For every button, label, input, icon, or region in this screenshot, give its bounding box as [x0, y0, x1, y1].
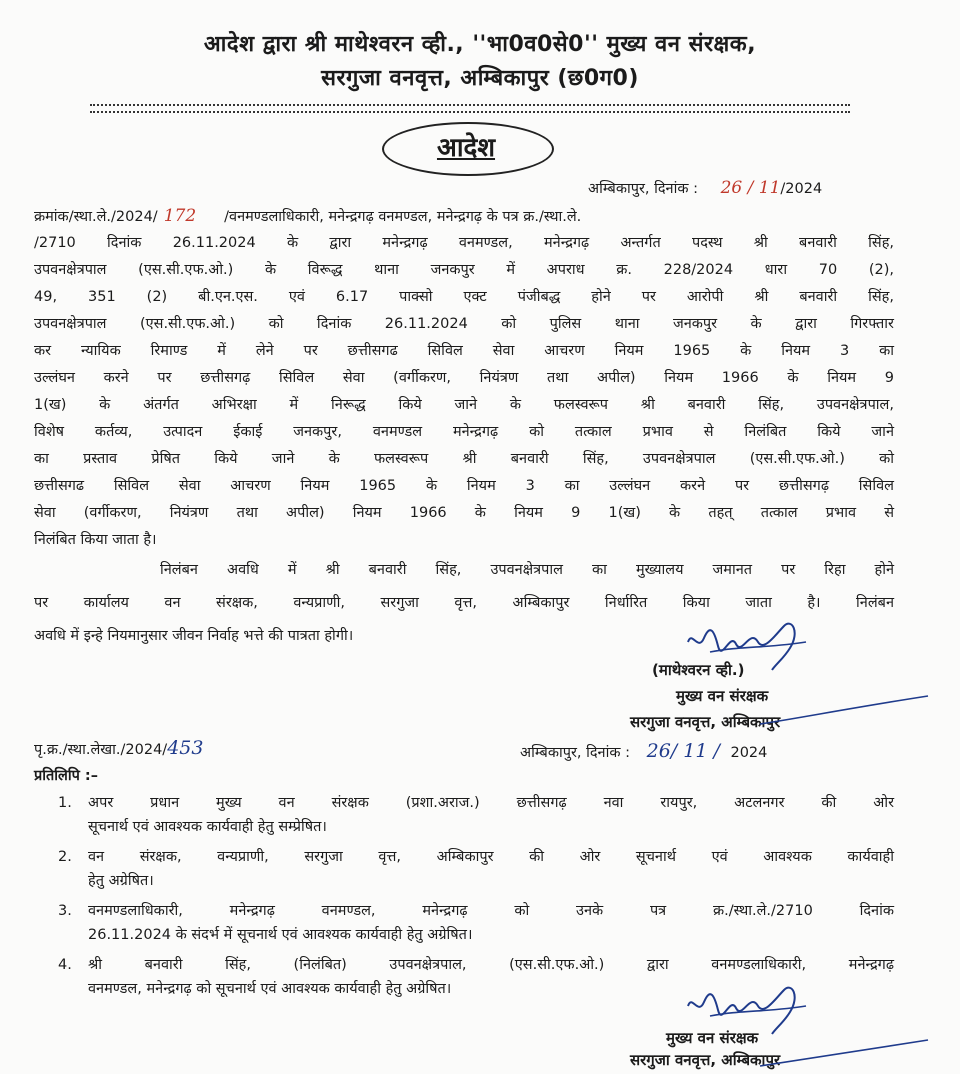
list-item-number: 1. — [58, 795, 72, 811]
document-title: आदेश — [436, 133, 496, 163]
order-body-line: उपवनक्षेत्रपाल (एस.सी.एफ.ओ.) को दिनांक 26.11.2024 को पुलिस थाना जनकपुर के द्वारा गिरफ्तार — [34, 316, 894, 332]
copy-signatory-office: सरगुजा वनवृत्त, अम्बिकापुर — [630, 1051, 781, 1069]
copy-signatory-title: मुख्य वन संरक्षक — [666, 1029, 759, 1047]
order-body-line: कर न्यायिक रिमाण्ड में लेने पर छत्तीसगढ सिविल सेवा आचरण नियम 1965 के नियम 3 का — [34, 343, 894, 359]
list-item-line: वनमण्डलाधिकारी, मनेन्द्रगढ़ वनमण्डल, मनेन्द्रगढ़ को उनके पत्र क्र./स्था.ले./2710 दिनांक — [88, 903, 894, 919]
signatory-office: सरगुजा वनवृत्त, अम्बिकापुर — [630, 713, 781, 731]
signatory-name: (माथेश्वरन व्ही.) — [652, 661, 745, 679]
header-line-1: आदेश द्वारा श्री माथेश्वरन व्ही., ''भा0व0से0'' मुख्य वन संरक्षक, — [203, 32, 757, 57]
list-item-line: वन संरक्षक, वन्यप्राणी, सरगुजा वृत्त, अम्बिकापुर की ओर सूचनार्थ एवं आवश्यक कार्यवाही — [88, 849, 894, 865]
copy-date-handwritten: 26/ 11 / — [646, 740, 720, 762]
list-item-line: हेतु अग्रेषित। — [88, 873, 154, 889]
copy-date-line — [520, 740, 767, 762]
order-date-handwritten: 26 / 11 — [720, 178, 781, 198]
order-body-line: 49, 351 (2) बी.एन.एस. एवं 6.17 पाक्सो एक्ट पंजीबद्ध होने पर आरोपी श्री बनवारी सिंह, — [34, 289, 894, 305]
copy-place-date-label: अम्बिकापुर, दिनांक : — [520, 745, 630, 761]
copy-heading: प्रतिलिपि :– — [34, 768, 98, 784]
header-line-2: सरगुजा वनवृत्त, अम्बिकापुर (छ0ग0) — [321, 66, 639, 91]
para2-line: निलंबन अवधि में श्री बनवारी सिंह, उपवनक्षेत्रपाल का मुख्यालय जमानत पर रिहा होने — [160, 562, 894, 578]
list-item-line: श्री बनवारी सिंह, (निलंबित) उपवनक्षेत्रपाल, (एस.सी.एफ.ओ.) द्वारा वनमण्डलाधिकारी, मनेन्द्रगढ़ — [88, 957, 894, 973]
list-item — [58, 792, 894, 840]
order-body-line: का प्रस्ताव प्रेषित किये जाने के फलस्वरूप श्री बनवारी सिंह, उपवनक्षेत्रपाल (एस.सी.एफ.ओ.) को — [34, 451, 894, 467]
order-body-line: उल्लंघन करने पर छत्तीसगढ़ सिविल सेवा (वर्गीकरण, नियंत्रण तथा अपील) नियम 1966 के नियम 9 — [34, 370, 894, 386]
signatory-title: मुख्य वन संरक्षक — [676, 687, 769, 705]
list-item-line: 26.11.2024 के संदर्भ में सूचनार्थ एवं आवश्यक कार्यवाही हेतु अग्रेषित। — [88, 927, 473, 943]
list-item — [58, 900, 894, 948]
signature-stroke — [760, 690, 930, 734]
list-item-number: 4. — [58, 957, 72, 973]
signature-stroke-2 — [760, 1036, 930, 1074]
order-body-line: उपवनक्षेत्रपाल (एस.सी.एफ.ओ.) के विरूद्ध थाना जनकपुर में अपराध क्र. 228/2024 धारा 70 (2), — [34, 262, 894, 278]
list-item-line: अपर प्रधान मुख्य वन संरक्षक (प्रशा.अराज.) छत्तीसगढ़ नवा रायपुर, अटलनगर की ओर — [88, 795, 894, 811]
order-ref-prefix: क्रमांक/स्था.ले./2024/ — [34, 209, 158, 225]
order-body-line: /2710 दिनांक 26.11.2024 के द्वारा मनेन्द्रगढ़ वनमण्डल, मनेन्द्रगढ़ अन्तर्गत पदस्थ श्री बनवारी सिंह, — [34, 235, 894, 251]
para2-line: पर कार्यालय वन संरक्षक, वन्यप्राणी, सरगुजा वृत्त, अम्बिकापुर निर्धारित किया जाता है। निलंबन — [34, 595, 894, 611]
order-date-line — [588, 178, 822, 198]
list-item-line: सूचनार्थ एवं आवश्यक कार्यवाही हेतु सम्प्रेषित। — [88, 819, 327, 835]
order-body-line: /वनमण्डलाधिकारी, मनेन्द्रगढ़ वनमण्डल, मनेन्द्रगढ़ के पत्र क्र./स्था.ले. — [224, 209, 582, 225]
list-item-number: 3. — [58, 903, 72, 919]
copy-ref-prefix: पृ.क्र./स्था.लेखा./2024/ — [34, 742, 168, 758]
order-body-line: 1(ख) के अंतर्गत अभिरक्षा में निरूद्ध किये जाने के फलस्वरूप श्री बनवारी सिंह, उपवनक्षेत्रपाल, — [34, 397, 894, 413]
list-item-line: वनमण्डल, मनेन्द्रगढ़ को सूचनार्थ एवं आवश्यक कार्यवाही हेतु अग्रेषित। — [88, 981, 452, 997]
header-divider — [90, 104, 850, 113]
order-place-date-label: अम्बिकापुर, दिनांक : — [588, 181, 698, 197]
para2-line: अवधि में इन्हे नियमानुसार जीवन निर्वाह भत्ते की पात्रता होगी। — [34, 628, 354, 644]
list-item — [58, 846, 894, 894]
order-date-year: /2024 — [780, 181, 823, 197]
copy-ref-number-handwritten: 453 — [167, 737, 204, 759]
order-ref-line — [34, 206, 894, 227]
order-body-line: विशेष कर्तव्य, उत्पादन ईकाई जनकपुर, वनमण्डल मनेन्द्रगढ़ को तत्काल प्रभाव से निलंबित किये जाने — [34, 424, 894, 440]
order-body-line: निलंबित किया जाता है। — [34, 532, 157, 548]
order-ref-number-handwritten: 172 — [163, 206, 197, 226]
order-body-line: सेवा (वर्गीकरण, नियंत्रण तथा अपील) नियम 1966 के नियम 9 1(ख) के तहत् तत्काल प्रभाव से — [34, 505, 894, 521]
list-item-number: 2. — [58, 849, 72, 865]
copy-date-year: 2024 — [730, 745, 768, 761]
order-body-line: छत्तीसगढ सिविल सेवा आचरण नियम 1965 के नियम 3 का उल्लंघन करने पर छत्तीसगढ़ सिविल — [34, 478, 894, 494]
